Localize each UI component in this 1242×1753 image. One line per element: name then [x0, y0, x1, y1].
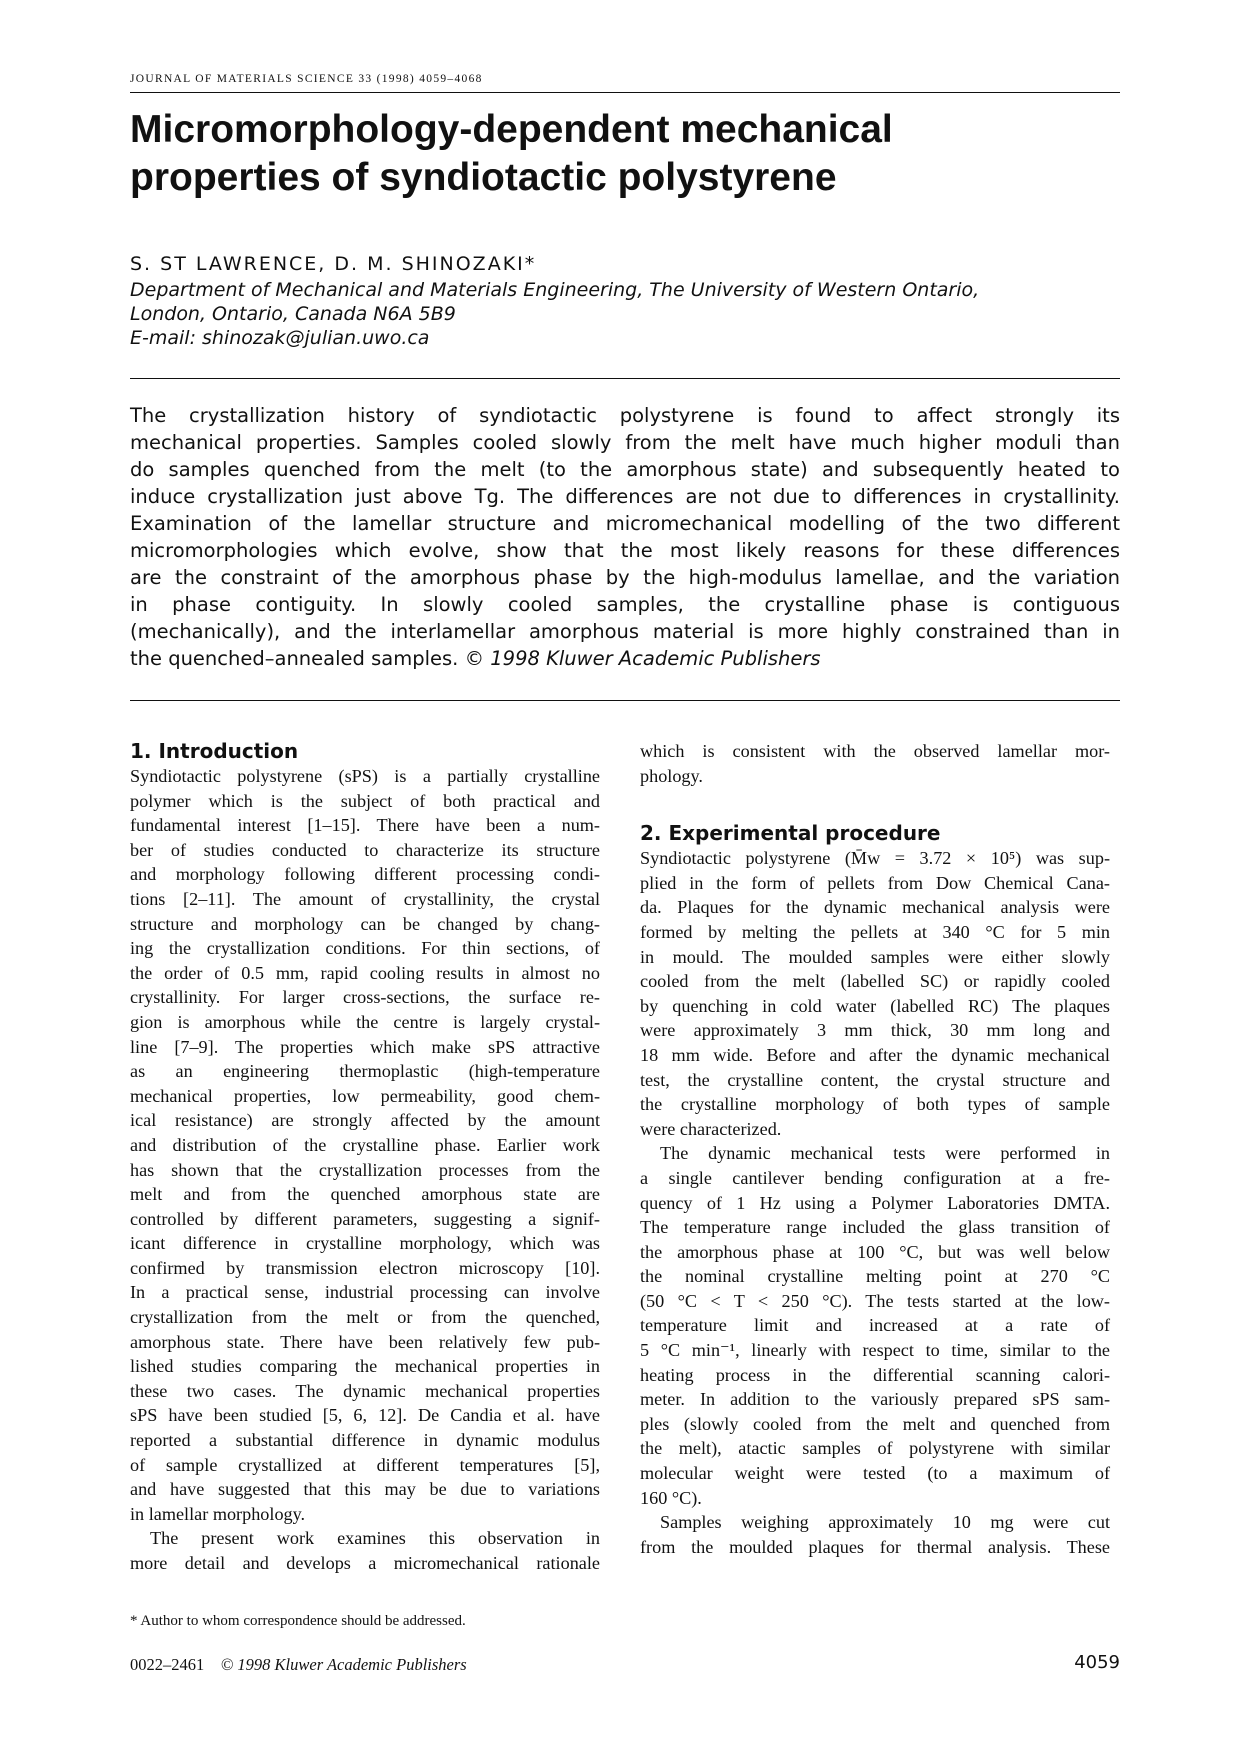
footnote: * Author to whom correspondence should be addressed. [130, 1613, 466, 1629]
body-line: 18 mm wide. Before and after the dynamic mechanical [640, 1044, 1110, 1065]
body-line: a single cantilever bending configuration at a fre- [640, 1167, 1110, 1188]
left-column [130, 739, 600, 1576]
body-line: these two cases. The dynamic mechanical properties [130, 1380, 600, 1401]
body-line: by quenching in cold water (labelled RC) The plaques [640, 995, 1110, 1016]
body-line: reported a substantial difference in dynamic modulus [130, 1430, 600, 1451]
body-line: tions [2–11]. The amount of crystallinity, the crystal [130, 888, 600, 909]
abstract-line: Examination of the lamellar structure and micromechanical modelling of the two different [130, 512, 1120, 535]
body-line: and morphology following different processing condi- [130, 864, 600, 885]
page-number: 4059 [1074, 1652, 1120, 1673]
body-line: lished studies comparing the mechanical properties in [130, 1356, 600, 1377]
paper-title [130, 106, 1120, 202]
issn: 0022–2461 [130, 1655, 205, 1674]
body-line: phology. [640, 765, 703, 786]
body-line: ples (slowly cooled from the melt and quenched from [640, 1413, 1110, 1434]
body-line: in lamellar morphology. [130, 1503, 306, 1524]
abstract-line: do samples quenched from the melt (to the amorphous state) and subsequently heated to [130, 458, 1120, 481]
body-line: which is consistent with the observed lamellar mor- [640, 741, 1110, 761]
body-line: heating process in the differential scanning calori- [640, 1364, 1110, 1385]
body-line: the amorphous phase at 100 °C, but was well below [640, 1241, 1110, 1262]
body-line: In a practical sense, industrial processing can involve [130, 1282, 600, 1303]
journal-header: JOURNAL OF MATERIALS SCIENCE 33 (1998) 4059–4068 [130, 73, 483, 85]
body-line: Syndiotactic polystyrene (sPS) is a partially crystalline [130, 766, 600, 786]
body-line: 5 °C min⁻¹, linearly with respect to time, similar to the [640, 1340, 1110, 1361]
body-line: amorphous state. There have been relatively few pub- [130, 1331, 600, 1352]
body-line: molecular weight were tested (to a maximum of [640, 1463, 1110, 1484]
body-line: Syndiotactic polystyrene (M̄w = 3.72 × 10⁵) was sup- [640, 848, 1110, 869]
right-column [640, 739, 1110, 1559]
body-line: quency of 1 Hz using a Polymer Laboratories DMTA. [640, 1192, 1110, 1213]
body-line: meter. In addition to the variously prepared sPS sam- [640, 1389, 1110, 1410]
abstract-copyright: © 1998 Kluwer Academic Publishers [464, 647, 821, 670]
body-line: plied in the form of pellets from Dow Chemical Cana- [640, 872, 1110, 893]
body-line: crystallization from the melt or from the quenched, [130, 1307, 600, 1328]
abstract-line: micromorphologies which evolve, show that the most likely reasons for these differences [130, 539, 1120, 562]
body-line: more detail and develops a micromechanical rationale [130, 1553, 600, 1573]
body-line: mechanical properties, low permeability, good chem- [130, 1085, 600, 1106]
body-line: confirmed by transmission electron microscopy [10]. [130, 1257, 600, 1278]
section-heading-experimental: 2. Experimental procedure [640, 821, 941, 846]
footer-copyright: © 1998 Kluwer Academic Publishers [220, 1655, 467, 1674]
body-line: as an engineering thermoplastic (high-temperature [130, 1061, 600, 1082]
abstract-line: in phase contiguity. In slowly cooled samples, the crystalline phase is contiguous [130, 593, 1120, 616]
abstract-line: The crystallization history of syndiotactic polystyrene is found to affect strongly its [130, 404, 1120, 427]
affiliation [130, 278, 1120, 350]
body-line: ing the crystallization conditions. For thin sections, of [130, 938, 600, 959]
affiliation-line: London, Ontario, Canada N6A 5B9 [130, 303, 456, 325]
title-line: properties of syndiotactic polystyrene [130, 156, 837, 199]
body-line: of sample crystallized at different temperatures [5], [130, 1454, 600, 1475]
abstract-line: mechanical properties. Samples cooled slowly from the melt have much higher moduli than [130, 431, 1120, 454]
body-line: melt and from the quenched amorphous state are [130, 1184, 600, 1205]
body-line: cooled from the melt (labelled SC) or rapidly cooled [640, 971, 1110, 992]
section-gap [640, 788, 1110, 821]
body-line: gion is amorphous while the centre is largely crystal- [130, 1011, 600, 1032]
section-heading-introduction: 1. Introduction [130, 739, 299, 763]
body-line: controlled by different parameters, suggesting a signif- [130, 1208, 600, 1229]
body-line: The temperature range included the glass transition of [640, 1217, 1110, 1238]
abstract-line: the quenched–annealed samples. [130, 647, 459, 670]
abstract-line: are the constraint of the amorphous phase by the high-modulus lamellae, and the variation [130, 566, 1120, 589]
body-line: (50 °C < T < 250 °C). The tests started at the low- [640, 1290, 1110, 1311]
abstract-last-line [130, 645, 1120, 672]
header-rule [130, 92, 1120, 93]
abstract-top-rule [130, 378, 1120, 379]
body-line: were approximately 3 mm thick, 30 mm long and [640, 1020, 1110, 1041]
body-line: line [7–9]. The properties which make sPS attractive [130, 1036, 600, 1057]
body-line: has shown that the crystallization processes from the [130, 1159, 600, 1180]
body-line: the crystalline morphology of both types of sample [640, 1094, 1110, 1115]
body-line: ical resistance) are strongly affected by the amount [130, 1110, 600, 1131]
body-line: The dynamic mechanical tests were performed in [660, 1143, 1110, 1164]
body-line: fundamental interest [1–15]. There have been a num- [130, 815, 600, 836]
body-line: sPS have been studied [5, 6, 12]. De Candia et al. have [130, 1405, 600, 1426]
abstract-line: induce crystallization just above Tg. The differences are not due to differences in crystallinity. [130, 485, 1120, 508]
body-line: in mould. The moulded samples were either slowly [640, 946, 1110, 967]
author-email: E-mail: shinozak@julian.uwo.ca [130, 327, 430, 349]
abstract-line: (mechanically), and the interlamellar amorphous material is more highly constrained than in [130, 620, 1120, 643]
body-line: The present work examines this observation in [150, 1528, 600, 1549]
body-line: formed by melting the pellets at 340 °C for 5 min [640, 921, 1110, 942]
footer-issn-copyright [130, 1655, 467, 1675]
title-line: Micromorphology-dependent mechanical [130, 108, 893, 151]
body-line: test, the crystalline content, the crystal structure and [640, 1069, 1110, 1090]
body-line: structure and morphology can be changed by chang- [130, 913, 600, 934]
body-line: 160 °C). [640, 1487, 702, 1508]
abstract-bottom-rule [130, 700, 1120, 701]
affiliation-line: Department of Mechanical and Materials Engineering, The University of Western Ontario, [130, 279, 980, 301]
abstract [130, 402, 1120, 672]
body-line: from the moulded plaques for thermal analysis. These [640, 1536, 1110, 1557]
body-line: were characterized. [640, 1118, 782, 1139]
author-list: S. ST LAWRENCE, D. M. SHINOZAKI* [130, 253, 537, 275]
body-line: ber of studies conducted to characterize its structure [130, 839, 600, 860]
body-line: the order of 0.5 mm, rapid cooling results in almost no [130, 962, 600, 983]
body-line: the nominal crystalline melting point at 270 °C [640, 1266, 1110, 1287]
body-line: crystallinity. For larger cross-sections, the surface re- [130, 987, 600, 1008]
body-line: Samples weighing approximately 10 mg were cut [660, 1512, 1110, 1533]
body-line: temperature limit and increased at a rate of [640, 1315, 1110, 1336]
body-line: da. Plaques for the dynamic mechanical analysis were [640, 897, 1110, 918]
body-line: and have suggested that this may be due to variations [130, 1479, 600, 1500]
body-line: icant difference in crystalline morphology, which was [130, 1233, 600, 1254]
body-line: and distribution of the crystalline phase. Earlier work [130, 1134, 600, 1155]
body-line: polymer which is the subject of both practical and [130, 790, 600, 811]
body-line: the melt), atactic samples of polystyrene with similar [640, 1438, 1110, 1459]
